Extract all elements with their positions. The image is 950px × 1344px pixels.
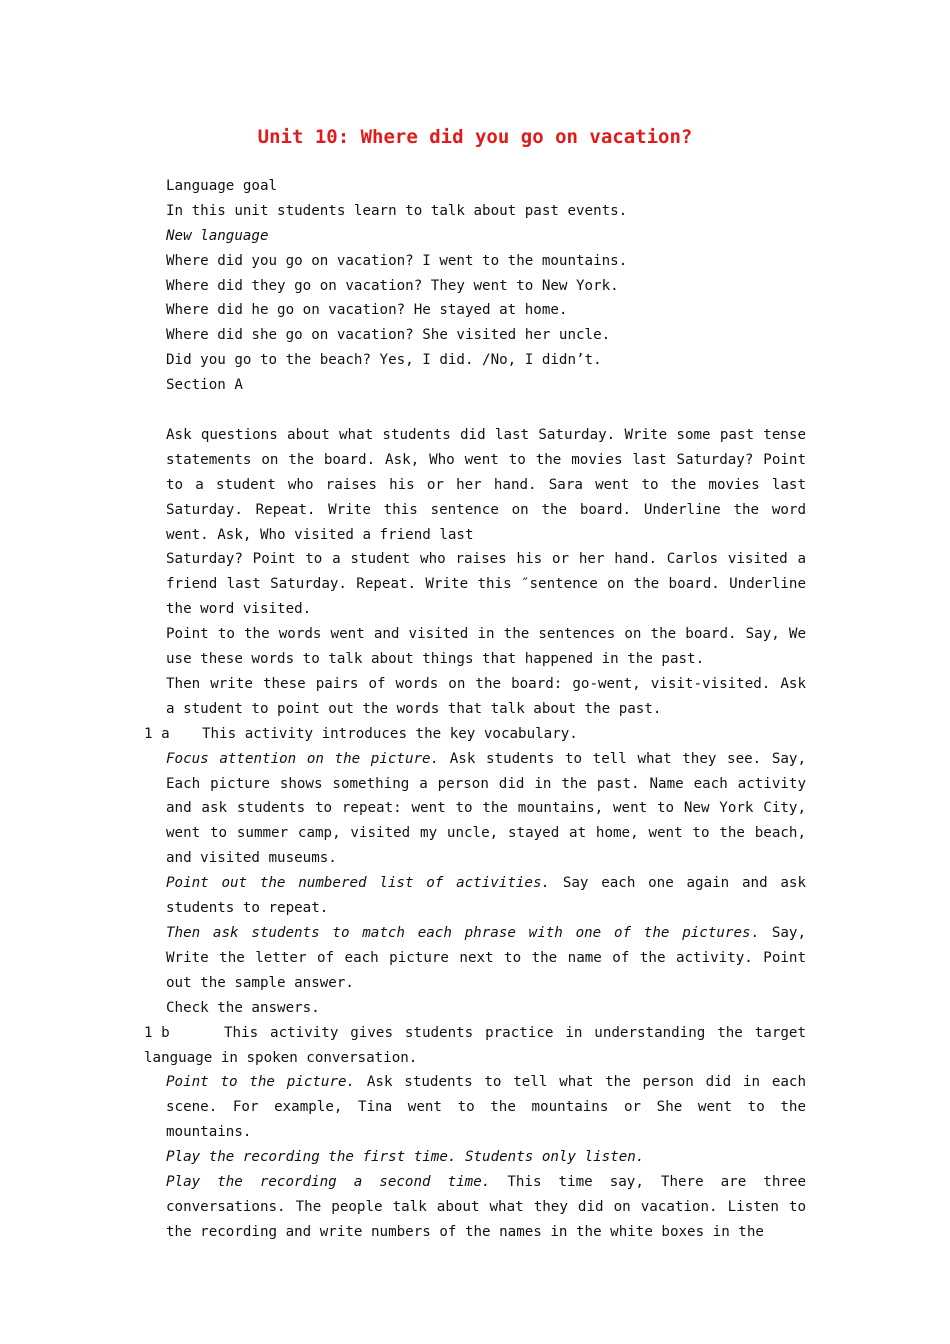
document-body [144, 174, 806, 1245]
activity-step: Play the recording the first time. Students only listen. [166, 1149, 645, 1166]
warmup-paragraph: Saturday? Point to a student who raises his or her hand. Carlos visited a friend last Saturday. Repeat. Write this ″sentence on the board. Underline the word visited. [166, 551, 806, 618]
page-title: Unit 10: Where did you go on vacation? [257, 126, 693, 148]
step-instruction: Point to the picture. [166, 1074, 356, 1091]
activity-step [144, 747, 806, 872]
warmup-paragraph: Ask questions about what students did last Saturday. Write some past tense statements on the board. Ask, Who went to the movies last Saturday? Point to a student who raises his or her hand. Sara went to the movies last Saturday. Repeat. Write this sentence on the board. Underline the word went. Ask, Who visited a friend last [166, 426, 806, 543]
step-instruction: Focus attention on the picture. [166, 750, 440, 767]
language-goal-text: In this unit students learn to talk about past events. [166, 202, 628, 219]
example-sentence: Where did they go on vacation? They went to New York. [166, 277, 619, 294]
warmup-paragraph: Point to the words went and visited in the sentences on the board. Say, We use these words to talk about things that happened in the past. [166, 626, 806, 668]
activity-1a-heading [144, 722, 806, 747]
example-sentence: Where did he go on vacation? He stayed at home. [166, 302, 568, 319]
activity-step [144, 921, 806, 996]
activity-number: 1 b [144, 1024, 170, 1041]
activity-step [144, 1070, 806, 1145]
step-text: Ask students to tell what the person did in each scene. For example, Tina went to the mountains or She went to the mountains. [166, 1074, 806, 1141]
example-sentence: Where did she go on vacation? She visited her uncle. [166, 327, 611, 344]
step-text: . Say, Write the letter of each picture next to the name of the activity. Point out the sample answer. [166, 925, 806, 991]
step-instruction: Then ask students to match each phrase with one of the pictures [166, 925, 751, 942]
activity-step [144, 871, 806, 921]
step-instruction: Play the recording a second time. [166, 1174, 491, 1191]
activity-intro: This activity introduces the key vocabulary. [202, 725, 578, 742]
example-sentence: Did you go to the beach? Yes, I did. /No, I didn’t. [166, 352, 602, 369]
example-sentence: Where did you go on vacation? I went to the mountains. [166, 252, 628, 269]
activity-number: 1 a [144, 725, 170, 742]
step-text: Say each one again and ask students to repeat. [166, 875, 806, 917]
language-goal-label: Language goal [166, 178, 278, 194]
activity-intro: This activity gives students practice in understanding the target language in spoken conversation. [144, 1024, 806, 1066]
warmup-paragraph: Then write these pairs of words on the board: go-went, visit-visited. Ask a student to point out the words that talk about the past. [166, 675, 806, 717]
step-instruction: Point out the numbered list of activities. [166, 875, 551, 892]
step-text: This time say, There are three conversations. The people talk about what they did on vacation. Listen to the recording and write numbers of the names in the white boxes in the [166, 1174, 806, 1240]
blank-line [144, 398, 806, 423]
step-text: Ask students to tell what they see. Say, Each picture shows something a person did in the past. Name each activity and ask students to repeat: went to the mountains, went to New York City, went to summer camp, visited my uncle, stayed at home, went to the beach, and visited museums. [166, 750, 806, 867]
activity-step: Check the answers. [166, 999, 320, 1016]
activity-1b-heading [144, 1021, 806, 1071]
section-label: Section A [166, 377, 243, 394]
new-language-label: New language [166, 227, 269, 244]
activity-step [144, 1170, 806, 1245]
